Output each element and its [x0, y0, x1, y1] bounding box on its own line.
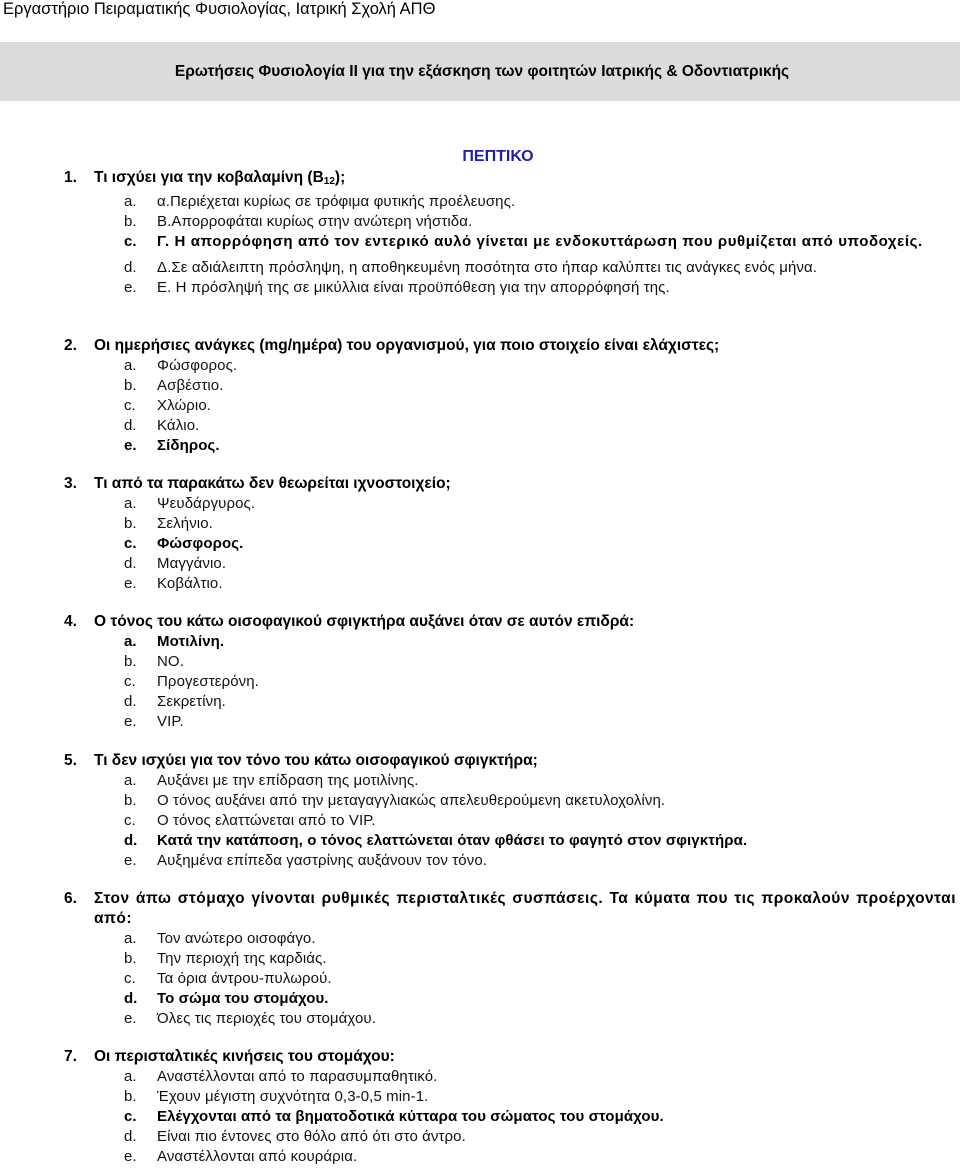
question-text: Οι περισταλτικές κινήσεις του στομάχου: [94, 1048, 395, 1065]
document-title: Ερωτήσεις Φυσιολογία ΙΙ για την εξάσκηση των φοιτητών Ιατρικής & Οδοντιατρικής [174, 62, 790, 80]
option-c: c. Τα όρια άντρου-πυλωρού. [124, 970, 332, 987]
option-b: b. Την περιοχή της καρδιάς. [124, 950, 327, 967]
option-a: a. Μοτιλίνη. [124, 633, 225, 650]
section-title: ΠΕΠΤΙΚΟ [462, 148, 534, 165]
question-number: 5. [64, 752, 77, 769]
option-b: b. Β.Απορροφάται κυρίως στην ανώτερη νήστιδα. [124, 213, 473, 230]
option-b: b. NO. [124, 653, 184, 670]
question-number: 6. [64, 890, 77, 907]
option-c: c. Χλώριο. [124, 397, 212, 414]
option-b: b. Σελήνιο. [124, 515, 213, 532]
question-text: Ο τόνος του κάτω οισοφαγικού σφιγκτήρα αυξάνει όταν σε αυτόν επιδρά: [94, 613, 635, 630]
option-a: a. Αυξάνει με την επίδραση της μοτιλίνης. [124, 772, 419, 789]
institution-header: Εργαστήριο Πειραματικής Φυσιολογίας, Ιατρική Σχολή ΑΠΘ [3, 0, 436, 18]
question-text: Τι από τα παρακάτω δεν θεωρείται ιχνοστοιχείο; [94, 475, 451, 492]
option-d: d. Δ.Σε αδιάλειπτη πρόσληψη, η αποθηκευμένη ποσότητα στο ήπαρ καλύπτει τις ανάγκες ενός μήνα. [124, 259, 818, 276]
option-c: c. Γ. Η απορρόφηση από τον εντερικό αυλό γίνεται με ενδοκυττάρωση που ρυθμίζεται από υποδοχείς. [124, 233, 923, 250]
option-d: d. Κάλιο. [124, 417, 200, 434]
option-b: b. Ο τόνος αυξάνει από την μεταγαγγλιακώς απελευθερούμενη ακετυλοχολίνη. [124, 792, 666, 809]
option-a: a. Φώσφορος. [124, 357, 238, 374]
option-a: a. Ψευδάργυρος. [124, 495, 256, 512]
question-text: Οι ημερήσιες ανάγκες (mg/ημέρα) του οργανισμού, για ποιο στοιχείο είναι ελάχιστες; [94, 337, 720, 354]
option-c: c. Ελέγχονται από τα βηματοδοτικά κύτταρα του σώματος του στομάχου. [124, 1108, 664, 1125]
option-e: e. Αναστέλλονται από κουράρια. [124, 1148, 358, 1165]
option-d: d. Σεκρετίνη. [124, 693, 226, 710]
option-b: b. Έχουν μέγιστη συχνότητα 0,3-0,5 min-1. [124, 1088, 429, 1105]
option-b: b. Ασβέστιο. [124, 377, 224, 394]
option-e: e. Ε. Η πρόσληψή της σε μικύλλια είναι προϋπόθεση για την απορρόφησή της. [124, 279, 670, 296]
question-5 [0, 751, 957, 871]
option-d: d. Είναι πιο έντονες στο θόλο από ότι στο άντρο. [124, 1128, 466, 1145]
question-3 [0, 474, 957, 594]
option-d: d. Μαγγάνιο. [124, 555, 227, 572]
option-e: e. Αυξημένα επίπεδα γαστρίνης αυξάνουν τον τόνο. [124, 852, 488, 869]
question-number: 3. [64, 475, 77, 492]
option-a: a. α.Περιέχεται κυρίως σε τρόφιμα φυτικής προέλευσης. [124, 193, 516, 210]
question-7 [0, 1047, 957, 1167]
option-a: a. Τον ανώτερο οισοφάγο. [124, 930, 316, 947]
question-number: 7. [64, 1048, 77, 1065]
option-e: e. Κοβάλτιο. [124, 575, 223, 592]
option-e: e. Όλες τις περιοχές του στομάχου. [124, 1010, 376, 1027]
question-number: 1. [64, 169, 77, 186]
option-a: a. Αναστέλλονται από το παρασυμπαθητικό. [124, 1068, 438, 1085]
option-c: c. Φώσφορος. [124, 535, 244, 552]
question-text: Στον άπω στόμαχο γίνονται ρυθμικές περισταλτικές συσπάσεις. Τα κύματα που τις προκαλούν προέρχονται από: [94, 890, 956, 927]
question-6 [0, 889, 957, 1029]
question-2 [0, 336, 957, 456]
question-text: Τι ισχύει για την κοβαλαμίνη $(B_{12})$; [94, 169, 346, 187]
question-text: Τι δεν ισχύει για τον τόνο του κάτω οισοφαγικού σφιγκτήρα; [94, 752, 538, 769]
option-d: d. Το σώμα του στομάχου. [124, 990, 329, 1007]
question-4 [0, 612, 957, 732]
question-number: 2. [64, 337, 77, 354]
option-e: e. Σίδηρος. [124, 437, 220, 454]
option-c: c. Ο τόνος ελαττώνεται από το VIP. [124, 812, 376, 829]
option-d: d. Κατά την κατάποση, ο τόνος ελαττώνεται όταν φθάσει το φαγητό στον σφιγκτήρα. [124, 832, 748, 849]
option-e: e. VIP. [124, 713, 184, 730]
question-1 [0, 168, 957, 298]
question-number: 4. [64, 613, 77, 630]
option-c: c. Προγεστερόνη. [124, 673, 259, 690]
title-banner [0, 42, 960, 101]
